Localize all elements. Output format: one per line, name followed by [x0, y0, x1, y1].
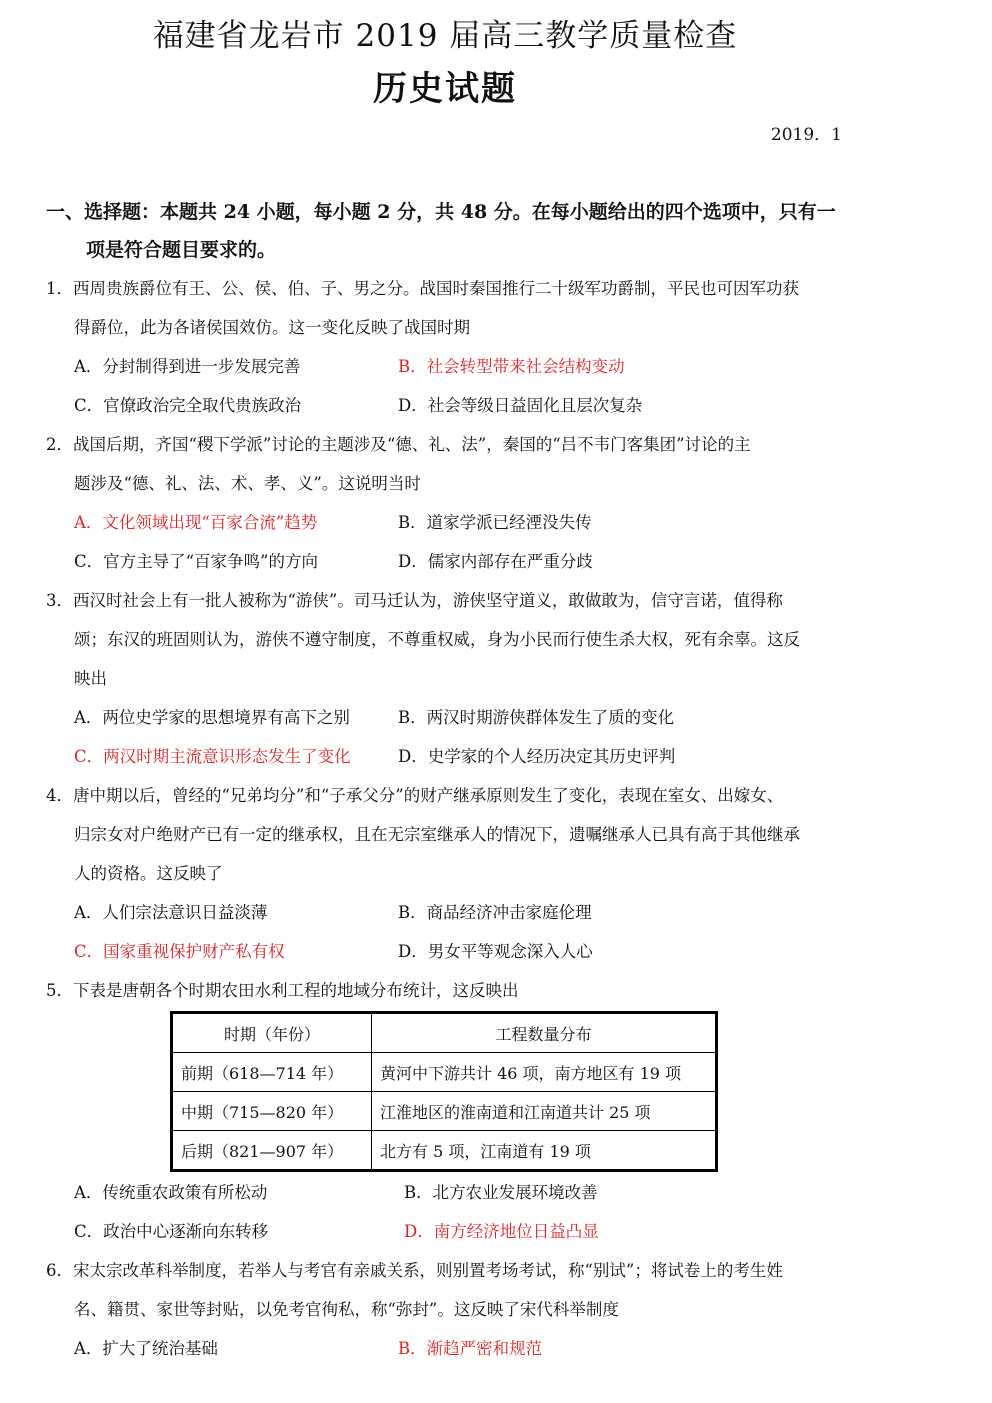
question-1-option-c: C．官僚政治完全取代贵族政治: [74, 396, 302, 415]
question-4-text-cont2: 人的资格。这反映了: [74, 864, 223, 883]
question-4-text-cont: 归宗女对户绝财产已有一定的继承权，且在无宗室继承人的情况下，遗嘱继承人已具有高于其他继承: [74, 825, 800, 844]
section-heading: 一、选择题：本题共 24 小题，每小题 2 分，共 48 分。在每小题给出的四个选项中，只有一: [46, 201, 836, 223]
question-2-option-d: D．儒家内部存在严重分歧: [398, 552, 593, 571]
table-row: [172, 1092, 717, 1131]
question-2-text: 2．战国后期，齐国“稷下学派”讨论的主题涉及“德、礼、法”，秦国的“吕不韦门客集团”讨论的主: [46, 435, 751, 454]
question-1-text-cont: 得爵位，此为各诸侯国效仿。这一变化反映了战国时期: [74, 318, 470, 337]
question-1-option-a: A．分封制得到进一步发展完善: [74, 357, 301, 376]
table-cell: 前期（618—714 年）: [172, 1053, 372, 1092]
question-3-option-c: C．两汉时期主流意识形态发生了变化: [74, 747, 351, 766]
question-4-option-c: C．国家重视保护财产私有权: [74, 942, 285, 961]
section-heading-cont: 项是符合题目要求的。: [86, 239, 277, 261]
question-3-text-cont2: 映出: [74, 669, 107, 688]
question-4-option-b: B．商品经济冲击家庭伦理: [398, 903, 592, 922]
table-cell: 中期（715—820 年）: [172, 1092, 372, 1131]
question-5-option-c: C．政治中心逐渐向东转移: [74, 1222, 269, 1241]
question-5-option-d: D．南方经济地位日益凸显: [404, 1222, 599, 1241]
question-3-text-cont: 颂；东汉的班固则认为，游侠不遵守制度，不尊重权威，身为小民而行使生杀大权，死有余辜。这反: [74, 630, 800, 649]
question-2-option-a: A．文化领域出现“百家合流”趋势: [74, 513, 318, 532]
table-header-cell: 工程数量分布: [372, 1013, 717, 1053]
exam-date: 2019．1: [770, 125, 842, 145]
question-1-option-d: D．社会等级日益固化且层次复杂: [398, 396, 643, 415]
page-subtitle: 历史试题: [373, 69, 517, 109]
table-row: [172, 1053, 717, 1092]
question-3-text: 3．西汉时社会上有一批人被称为“游侠”。司马迁认为，游侠坚守道义，敢做敢为，信守言诺，值得称: [46, 591, 783, 610]
table-cell: 江淮地区的淮南道和江南道共计 25 项: [372, 1092, 717, 1131]
table-header-cell: 时期（年份）: [172, 1013, 372, 1053]
table-cell: 北方有 5 项，江南道有 19 项: [372, 1131, 717, 1171]
question-2-option-c: C．官方主导了“百家争鸣”的方向: [74, 552, 318, 571]
table-cell: 黄河中下游共计 46 项，南方地区有 19 项: [372, 1053, 717, 1092]
question-2-text-cont: 题涉及“德、礼、法、术、孝、义”。这说明当时: [74, 474, 421, 493]
question-6-text-cont: 名、籍贯、家世等封贴，以免考官徇私，称“弥封”。这反映了宋代科举制度: [74, 1300, 619, 1319]
question-3-option-d: D．史学家的个人经历决定其历史评判: [398, 747, 676, 766]
question-5-option-a: A．传统重农政策有所松动: [74, 1183, 268, 1202]
question-1-text: 1．西周贵族爵位有王、公、侯、伯、子、男之分。战国时秦国推行二十级军功爵制，平民也可因军功获: [46, 279, 799, 298]
question-5-text: 5．下表是唐朝各个时期农田水利工程的地域分布统计，这反映出: [46, 981, 519, 1000]
question-4-option-a: A．人们宗法意识日益淡薄: [74, 903, 268, 922]
question-3-option-b: B．两汉时期游侠群体发生了质的变化: [398, 708, 675, 727]
irrigation-table: [170, 1011, 718, 1172]
question-2-option-b: B．道家学派已经湮没失传: [398, 513, 592, 532]
question-6-option-a: A．扩大了统治基础: [74, 1339, 218, 1358]
question-1-option-b: B．社会转型带来社会结构变动: [398, 357, 625, 376]
question-6-option-b: B．渐趋严密和规范: [398, 1339, 543, 1358]
question-4-option-d: D．男女平等观念深入人心: [398, 942, 593, 961]
question-3-option-a: A．两位史学家的思想境界有高下之别: [74, 708, 350, 727]
question-5-option-b: B．北方农业发展环境改善: [404, 1183, 598, 1202]
table-row: [172, 1131, 717, 1171]
table-cell: 后期（821—907 年）: [172, 1131, 372, 1171]
question-6-text: 6．宋太宗改革科举制度，若举人与考官有亲戚关系，则别置考场考试，称“别试”；将试卷上的考生姓: [46, 1261, 783, 1280]
question-4-text: 4．唐中期以后，曾经的“兄弟均分”和“子承父分”的财产继承原则发生了变化，表现在室女、出嫁女、: [46, 786, 784, 805]
page-title: 福建省龙岩市 2019 届高三教学质量检查: [152, 18, 738, 54]
table-header-row: [172, 1013, 717, 1053]
